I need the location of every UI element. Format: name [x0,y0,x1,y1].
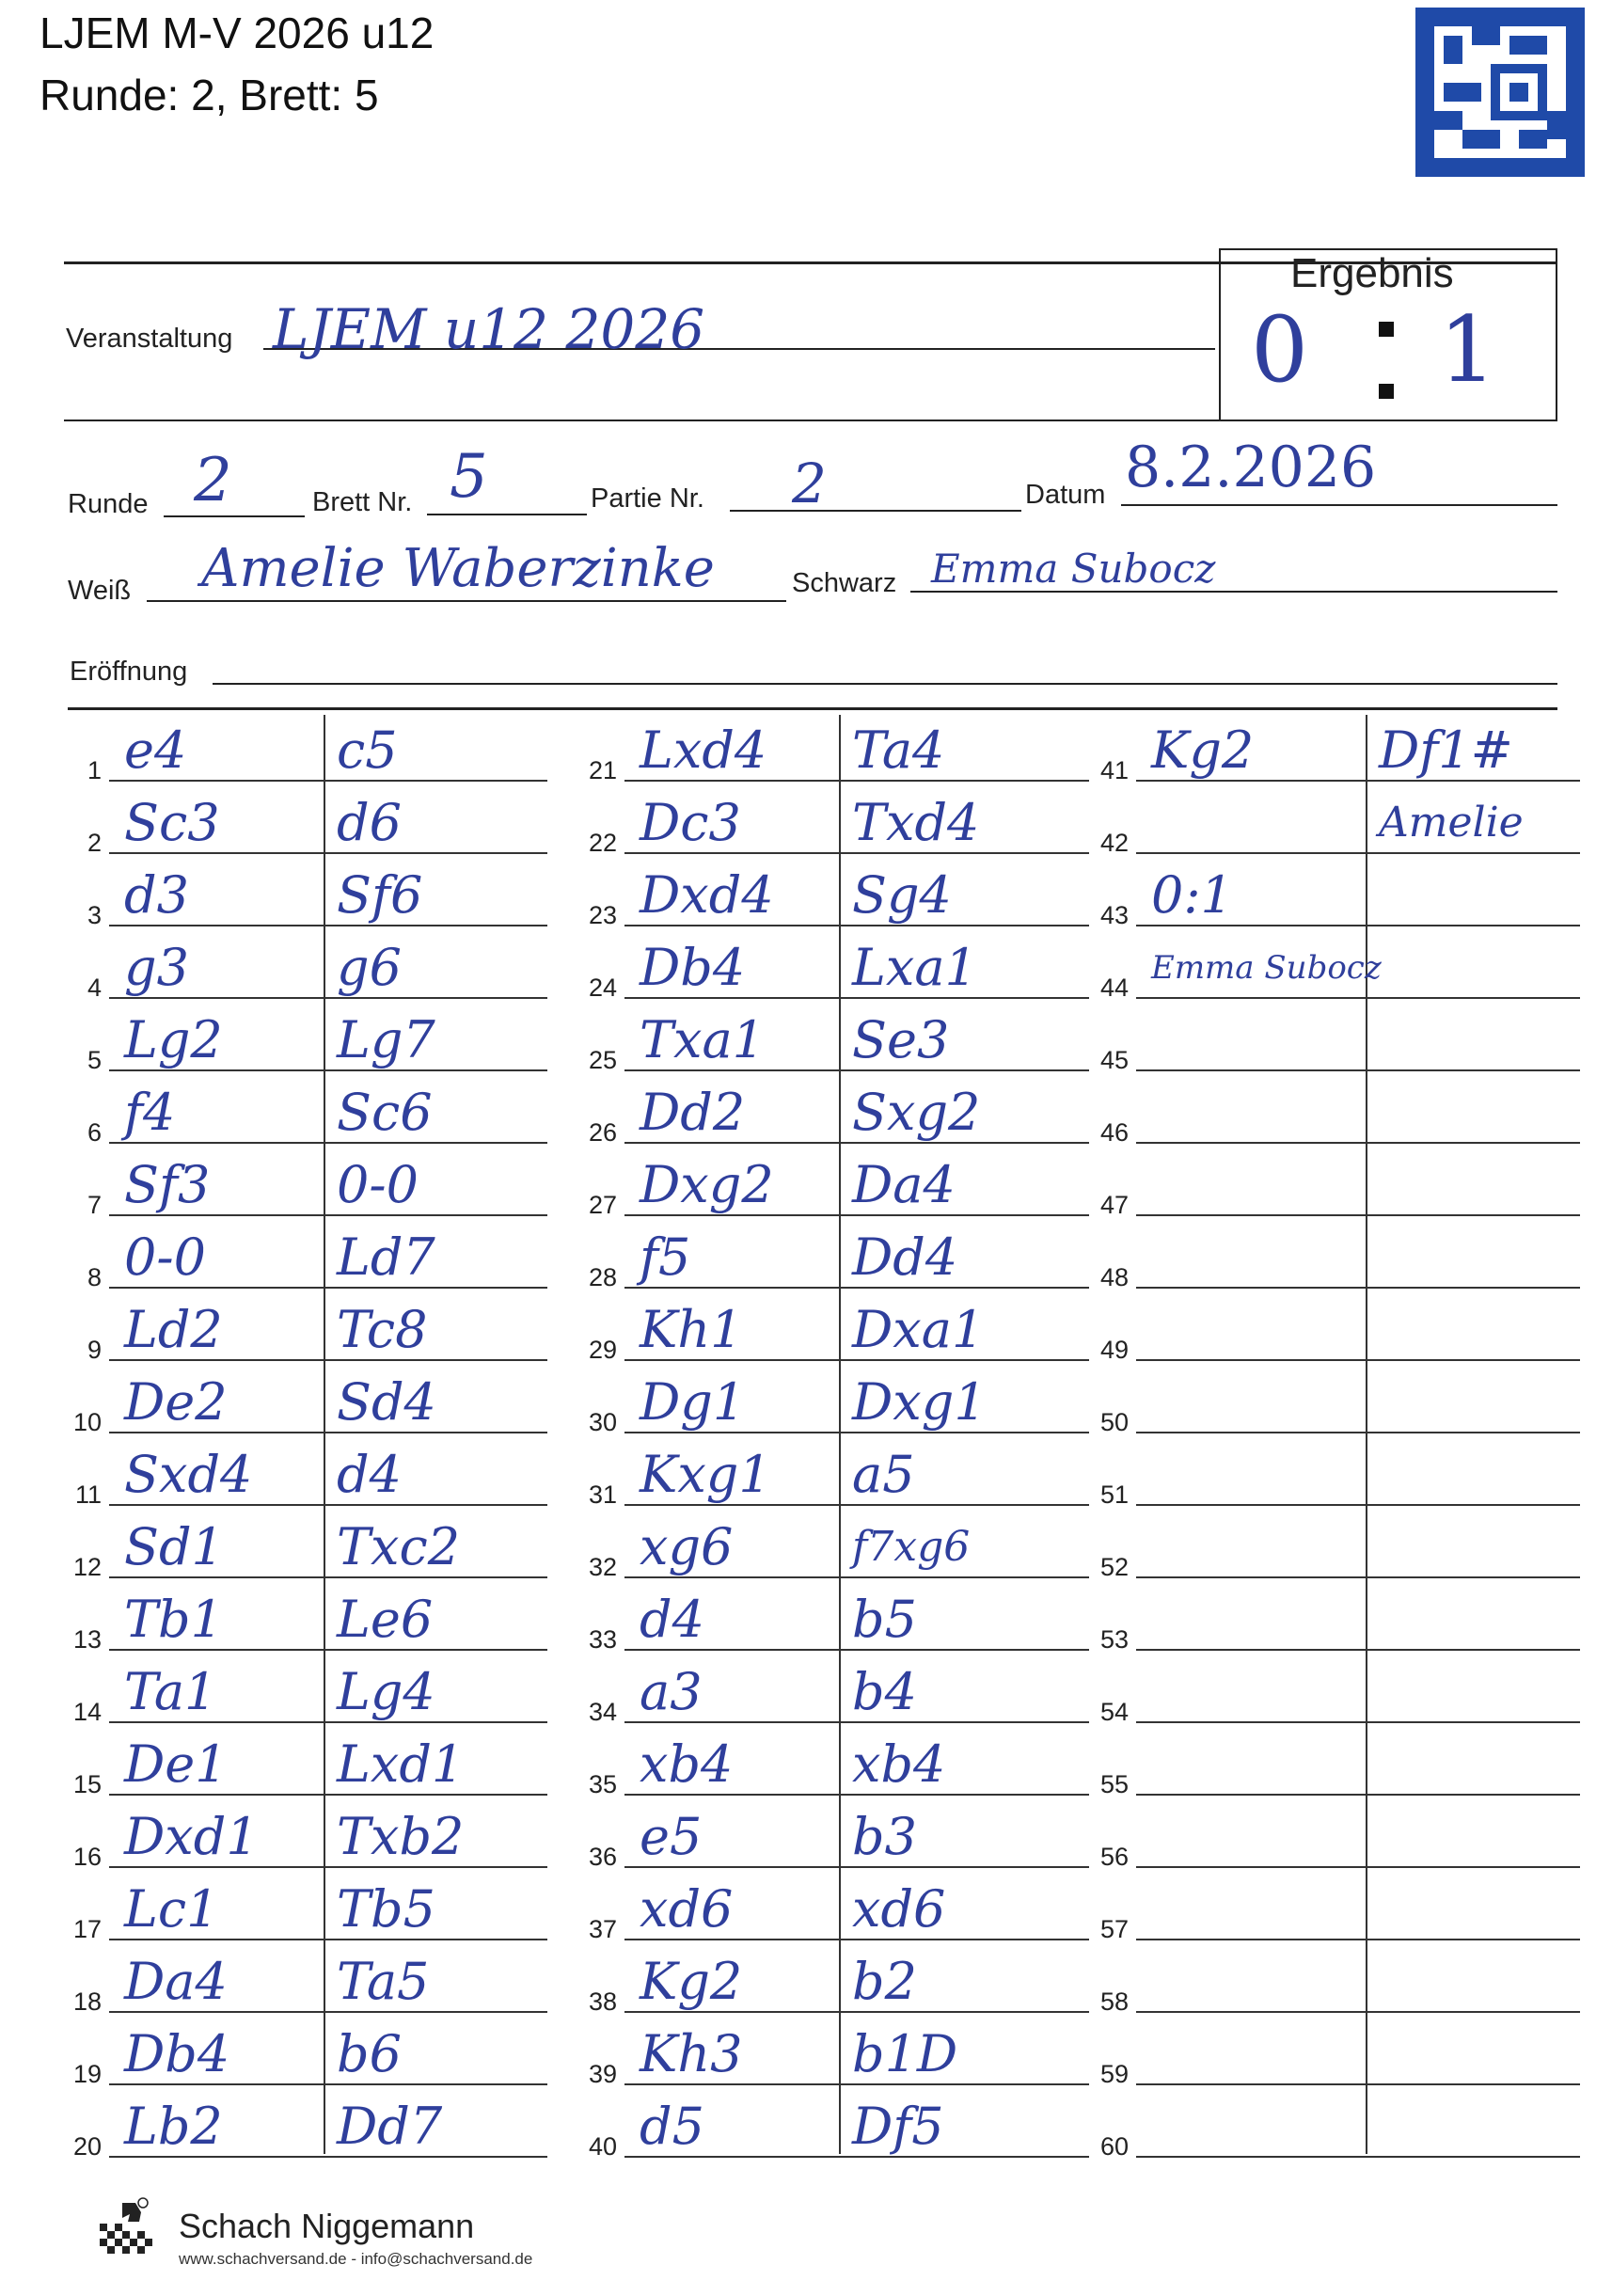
move-number: 44 [1099,974,1129,1002]
move-number: 18 [72,1987,102,2016]
black-move: b6 [337,2024,402,2083]
black-move: Dxa1 [852,1300,985,1359]
move-row [1093,1439,1580,1512]
move-line [1136,1939,1580,1940]
move-line [1136,1069,1580,1071]
move-number: 50 [1099,1408,1129,1436]
move-line [1136,2011,1580,2013]
move-row [581,2019,1089,2091]
event-title: LJEM M-V 2026 u12 [40,8,435,57]
black-move: f7xg6 [852,1523,971,1571]
move-row [1093,932,1580,1005]
black-move: Lg7 [337,1010,435,1069]
move-row [1093,1584,1580,1656]
move-number: 55 [1099,1770,1129,1798]
black-move: Dxg1 [852,1372,987,1432]
black-move: Txd4 [852,793,980,852]
white-move: Sf3 [124,1155,211,1214]
black-move: Ta4 [852,720,945,780]
round-label: Runde [68,489,149,519]
result-separator-lower [1379,384,1394,399]
move-row [1093,1005,1580,1077]
black-move: b2 [852,1952,917,2011]
move-row [66,1149,547,1222]
white-move: Dd2 [640,1083,746,1142]
result-label: Ergebnis [1290,250,1454,296]
move-row [66,932,547,1005]
move-row [1093,2091,1580,2163]
game-label: Partie Nr. [591,483,704,514]
round-value: 2 [194,446,232,515]
black-move: Lxa1 [852,938,977,997]
black-move: Lxd1 [337,1734,465,1794]
black-move: c5 [337,720,398,780]
move-row [581,1874,1089,1946]
move-number: 31 [588,1481,617,1509]
move-row [581,1294,1089,1367]
move-row [581,1656,1089,1729]
black-move: Le6 [337,1590,434,1649]
move-number: 21 [588,756,617,784]
white-move: 0:1 [1151,865,1233,925]
move-number: 2 [87,829,102,857]
black-move: Txb2 [337,1807,465,1866]
white-move: Da4 [124,1952,228,2011]
white-move: Lg2 [124,1010,223,1069]
black-move: Txc2 [337,1517,461,1576]
move-row [1093,2019,1580,2091]
white-move: Dg1 [640,1372,746,1432]
move-number: 47 [1099,1191,1129,1219]
move-row [66,715,547,787]
move-row [66,1005,547,1077]
move-line [1136,1576,1580,1578]
move-number: 6 [87,1118,102,1147]
move-number: 27 [588,1191,617,1219]
white-label: Weiß [68,576,132,606]
result-box-right [1556,248,1557,421]
white-move: d5 [640,2097,704,2156]
move-number: 45 [1099,1046,1129,1074]
board-value: 5 [450,442,488,512]
qr-code [1415,8,1585,177]
black-move: g6 [337,938,402,997]
white-line [147,600,786,602]
black-move: Lg4 [337,1662,435,1721]
move-number: 16 [72,1843,102,1871]
white-move: Kg2 [640,1952,743,2011]
white-move: f4 [124,1083,176,1142]
white-move: d3 [124,865,189,925]
move-number: 25 [588,1046,617,1074]
move-line [1136,1432,1580,1433]
move-number: 23 [588,901,617,929]
move-number: 36 [588,1843,617,1871]
move-number: 38 [588,1987,617,2016]
black-move: 0-0 [337,1155,419,1214]
move-row [66,1294,547,1367]
move-number: 20 [72,2132,102,2161]
move-number: 57 [1099,1915,1129,1943]
move-line [1136,1794,1580,1796]
white-move: Lb2 [124,2097,223,2156]
move-number: 42 [1099,829,1129,857]
event-label: Veranstaltung [66,324,233,354]
black-move: Sxg2 [852,1083,981,1142]
result-separator [1379,322,1394,337]
move-number: 14 [72,1698,102,1726]
move-row [1093,1149,1580,1222]
move-number: 28 [588,1263,617,1291]
white-move: a3 [640,1662,703,1721]
black-move: b3 [852,1807,917,1866]
move-row [66,1874,547,1946]
result-black: 1 [1439,297,1497,403]
move-row [66,1077,547,1149]
move-number: 56 [1099,1843,1129,1871]
move-number: 41 [1099,756,1129,784]
move-row [581,1512,1089,1584]
white-move: d4 [640,1590,704,1649]
move-row [66,1801,547,1874]
move-row [66,1439,547,1512]
black-move: Sd4 [337,1372,436,1432]
white-move: Sxd4 [124,1445,253,1504]
black-move: Ta5 [337,1952,430,2011]
move-line [1136,1866,1580,1868]
move-row [66,1656,547,1729]
result-box-left [1219,248,1221,421]
brand-name: Schach Niggemann [179,2207,475,2245]
black-move: Df5 [852,2097,944,2156]
black-move: d4 [337,1445,402,1504]
date-label: Datum [1025,480,1106,510]
move-number: 39 [588,2060,617,2088]
white-move: Ld2 [124,1300,223,1359]
move-line [1136,1214,1580,1216]
move-number: 13 [72,1625,102,1654]
move-number: 22 [588,829,617,857]
white-move: 0-0 [124,1227,206,1287]
white-move: De2 [124,1372,228,1432]
move-row [66,1367,547,1439]
black-move: xb4 [852,1734,946,1794]
result-white: 0 [1251,297,1309,403]
move-number: 11 [74,1481,102,1509]
black-move: Amelie [1379,799,1524,847]
move-number: 29 [588,1336,617,1364]
move-number: 49 [1099,1336,1129,1364]
move-row [581,1367,1089,1439]
move-number: 43 [1099,901,1129,929]
move-number: 9 [87,1336,102,1364]
opening-line [213,683,1557,685]
white-move: xb4 [640,1734,734,1794]
black-move: b5 [852,1590,917,1649]
move-line [1136,1721,1580,1723]
black-move: Sc6 [337,1083,433,1142]
white-move: Kh3 [640,2024,743,2083]
move-number: 8 [87,1263,102,1291]
white-value: Amelie Waberzinke [201,538,715,599]
white-move: e5 [640,1807,703,1866]
white-move: Dc3 [640,793,741,852]
move-row [581,1439,1089,1512]
move-number: 32 [588,1553,617,1581]
move-number: 53 [1099,1625,1129,1654]
move-row [1093,1729,1580,1801]
move-row [66,2091,547,2163]
move-row [66,1584,547,1656]
move-number: 19 [72,2060,102,2088]
board-label: Brett Nr. [312,487,413,517]
white-move: Tb1 [124,1590,223,1649]
move-number: 51 [1099,1481,1129,1509]
move-row [581,1077,1089,1149]
game-line [730,510,1021,512]
move-row [581,1946,1089,2019]
moves-column-3 [1093,715,1580,2163]
round-line [164,515,305,517]
move-row [1093,1077,1580,1149]
white-move: Kh1 [640,1300,743,1359]
date-value: 8.2.2026 [1125,435,1377,500]
move-number: 60 [1099,2132,1129,2161]
move-row [66,1946,547,2019]
black-move: Tb5 [337,1879,435,1939]
move-row [581,1584,1089,1656]
game-value: 2 [792,451,827,515]
white-move: Lxd4 [640,720,767,780]
black-move: Sf6 [337,865,423,925]
move-number: 48 [1099,1263,1129,1291]
white-move: Dxg2 [640,1155,774,1214]
white-move: Db4 [640,938,746,997]
move-row [1093,1874,1580,1946]
move-number: 34 [588,1698,617,1726]
move-row [581,1801,1089,1874]
move-number: 1 [87,756,102,784]
move-number: 46 [1099,1118,1129,1147]
move-line [1136,2156,1580,2158]
move-number: 17 [72,1915,102,1943]
move-number: 10 [72,1408,102,1436]
move-row [66,787,547,860]
move-number: 15 [72,1770,102,1798]
moves-table [66,715,1580,2163]
move-number: 4 [87,974,102,1002]
black-move: b4 [852,1662,917,1721]
black-move: d6 [337,793,402,852]
white-move: xg6 [640,1517,734,1576]
move-row [1093,1656,1580,1729]
moves-top-border [68,707,1557,710]
white-move: Sd1 [124,1517,224,1576]
move-row [66,860,547,932]
black-move: Dd4 [852,1227,958,1287]
move-number: 24 [588,974,617,1002]
move-number: 58 [1099,1987,1129,2016]
black-move: a5 [852,1445,915,1504]
move-row [1093,1801,1580,1874]
brand-contact: www.schachversand.de - info@schachversand.de [179,2250,533,2268]
white-move: De1 [124,1734,228,1794]
move-row [66,1222,547,1294]
move-row [581,1729,1089,1801]
move-row [581,715,1089,787]
date-line [1121,504,1557,506]
move-row [581,787,1089,860]
move-number: 52 [1099,1553,1129,1581]
round-board-subtitle: Runde: 2, Brett: 5 [40,71,379,119]
black-move: b1D [852,2024,958,2083]
moves-column-2 [581,715,1089,2163]
move-number: 3 [87,901,102,929]
white-move: Ta1 [124,1662,217,1721]
move-row [581,1149,1089,1222]
white-move: g3 [124,938,189,997]
move-line [1136,1504,1580,1506]
move-line [1136,2083,1580,2085]
move-row [66,1512,547,1584]
white-move: f5 [640,1227,691,1287]
white-move: xd6 [640,1879,734,1939]
move-row [1093,787,1580,860]
white-move: Txa1 [640,1010,766,1069]
move-row [1093,1367,1580,1439]
move-number: 59 [1099,2060,1129,2088]
move-line [1136,1649,1580,1651]
white-move: Db4 [124,2024,230,2083]
move-number: 5 [87,1046,102,1074]
move-row [1093,1222,1580,1294]
move-line [1136,1287,1580,1289]
black-label: Schwarz [792,568,897,598]
black-move: Dd7 [337,2097,443,2156]
move-row [1093,860,1580,932]
move-row [581,1005,1089,1077]
black-move: Df1# [1379,720,1513,780]
move-number: 26 [588,1118,617,1147]
move-row [66,2019,547,2091]
move-number: 37 [588,1915,617,1943]
white-move: Dxd1 [124,1807,259,1866]
black-value: Emma Subocz [931,546,1216,592]
black-move: Sg4 [852,865,952,925]
move-number: 30 [588,1408,617,1436]
opening-label: Eröffnung [70,657,188,687]
move-row [581,932,1089,1005]
black-move: Se3 [852,1010,950,1069]
move-row [1093,1946,1580,2019]
form-divider [64,420,1557,421]
move-number: 7 [87,1191,102,1219]
board-line [427,514,587,515]
white-move: e4 [124,720,187,780]
move-number: 35 [588,1770,617,1798]
move-row [66,1729,547,1801]
move-row [581,1222,1089,1294]
move-number: 40 [588,2132,617,2161]
event-value: LJEM u12 2026 [273,297,705,361]
moves-column-1 [66,715,547,2163]
white-move: Emma Subocz [1151,949,1382,987]
chess-knight-logo-icon [94,2195,166,2267]
move-line [1136,1142,1580,1144]
black-move: Ld7 [337,1227,435,1287]
black-move: Tc8 [337,1300,428,1359]
black-move: Da4 [852,1155,956,1214]
move-row [1093,1512,1580,1584]
move-line [1136,1359,1580,1361]
move-row [581,2091,1089,2163]
move-row [1093,1294,1580,1367]
move-row [1093,715,1580,787]
move-number: 33 [588,1625,617,1654]
white-move: Kxg1 [640,1445,771,1504]
white-move: Lc1 [124,1879,219,1939]
white-move: Kg2 [1151,720,1255,780]
white-move: Dxd4 [640,865,774,925]
black-move: xd6 [852,1879,946,1939]
move-number: 12 [72,1553,102,1581]
move-row [581,860,1089,932]
move-number: 54 [1099,1698,1129,1726]
white-move: Sc3 [124,793,220,852]
